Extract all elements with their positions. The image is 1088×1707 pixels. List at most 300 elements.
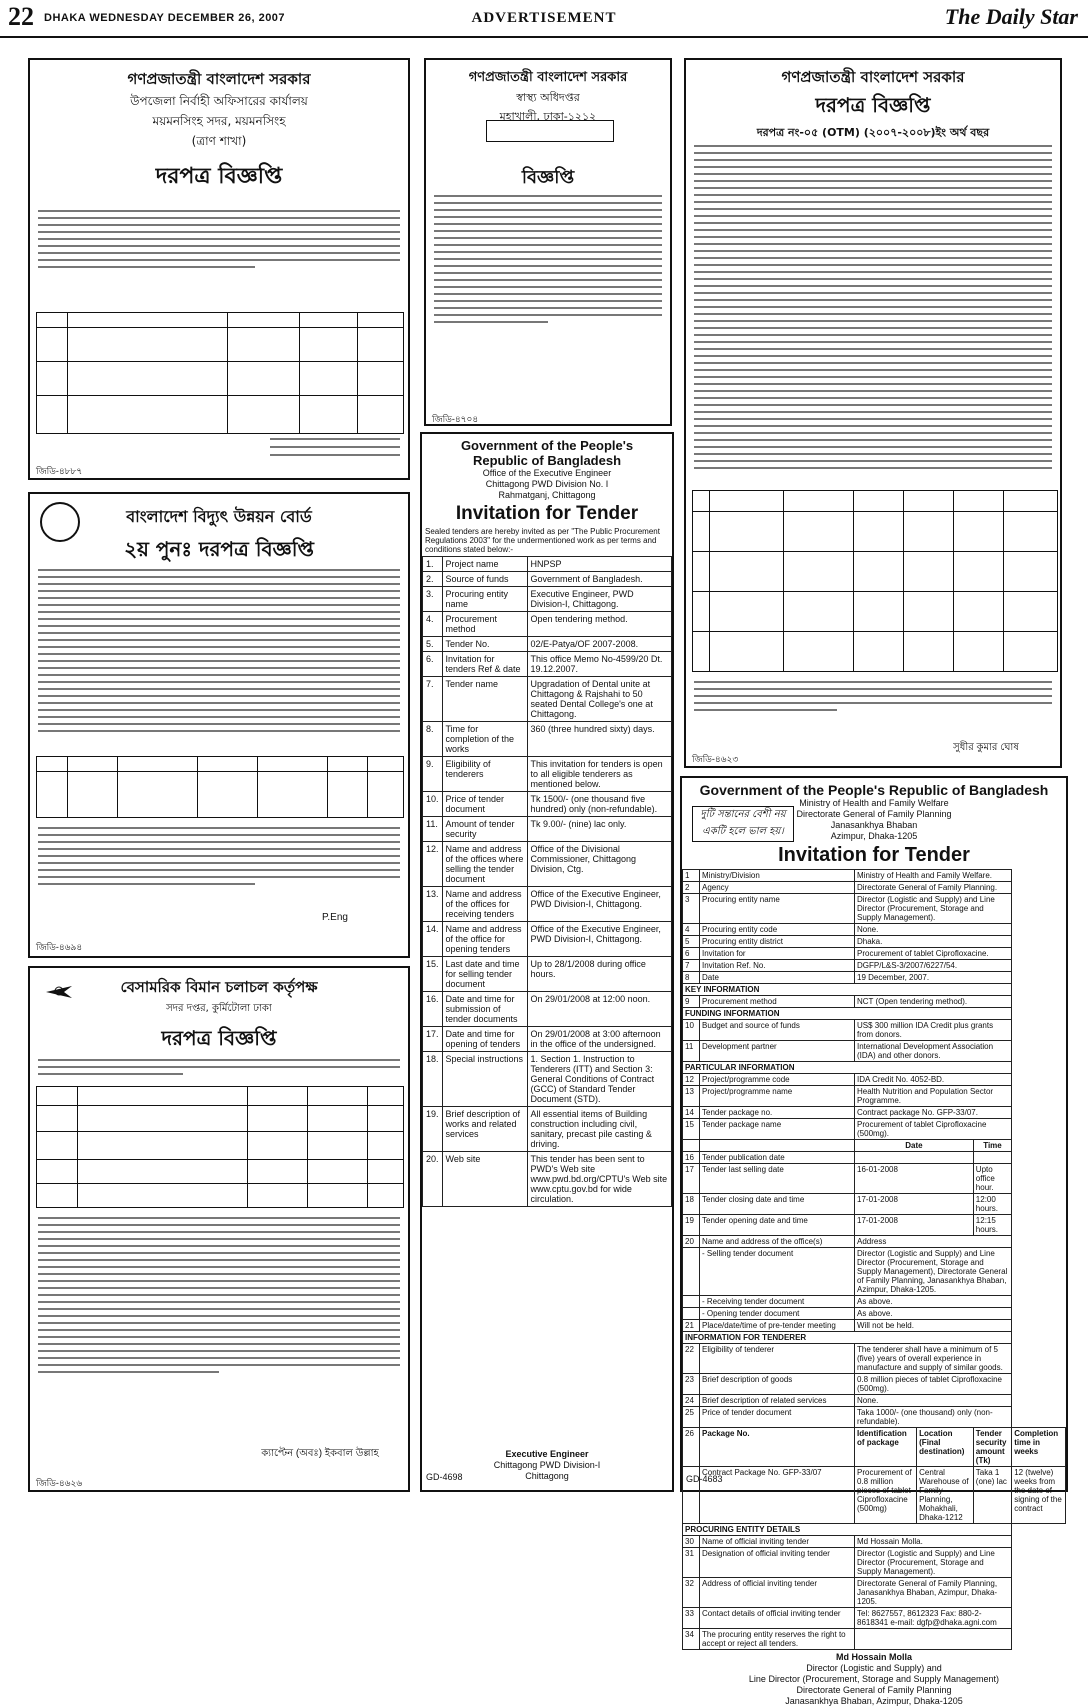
ad3-code: জিডি-৪৬২৩ [692, 754, 739, 764]
row-label: Date [700, 972, 855, 984]
ad4-table [36, 756, 404, 818]
row-value: Director (Logistic and Supply) and Line Director (Procurement, Storage and Supply Management), Directorate General of Family Planning, Janasankhya Bhaban, Azimpur, Dhaka-1205. [855, 1248, 1012, 1296]
row-value: This invitation for tenders is open to all eligible tenderers as mentioned below. [527, 757, 671, 792]
row-value: Director (Logistic and Supply) and Line Director (Procurement, Storage and Supply Management). [855, 1548, 1012, 1578]
row-value: Up to 28/1/2008 during office hours. [527, 957, 671, 992]
row-label: Source of funds [442, 572, 527, 587]
row-number: 22 [683, 1344, 700, 1374]
package-row [683, 1467, 1066, 1524]
row-value: Tk 9.00/- (nine) lac only. [527, 817, 671, 842]
ad6-title: বেসামরিক বিমান চলাচল কর্তৃপক্ষ [120, 978, 318, 996]
row-value: International Development Association (IDA) and other donors. [855, 1041, 1012, 1062]
row-label: Name and address of the offices where selling the tender document [442, 842, 527, 887]
ad1-code: জিডি-৪৮৮৭ [36, 466, 83, 476]
table-row [423, 557, 672, 572]
date-line: DHAKA WEDNESDAY DECEMBER 26, 2007 [44, 12, 286, 24]
row-number: 2 [683, 882, 700, 894]
package-cell: Procurement of 0.8 million pieces of tablet Ciprofloxacine (500mg) [855, 1467, 917, 1524]
table-row [683, 1140, 1066, 1152]
table-row [423, 652, 672, 677]
row-number: 8 [683, 972, 700, 984]
row-label: Invitation for tenders Ref & date [442, 652, 527, 677]
row-label: Tender opening date and time [700, 1215, 855, 1236]
row-number: 11. [423, 817, 443, 842]
row-number: 24 [683, 1395, 700, 1407]
table-row [683, 1086, 1066, 1107]
ad7-ministry: Ministry of Health and Family Welfare [799, 798, 949, 808]
row-label: Date and time for opening of tenders [442, 1027, 527, 1052]
package-header-row: 26 Package No. Identification of package Location (Final destination) Tender security amount (Tk) Completion time in weeks [683, 1428, 1066, 1467]
table-row [423, 612, 672, 637]
table-row [423, 587, 672, 612]
row-number: 33 [683, 1608, 700, 1629]
ad4-body-text [38, 564, 400, 737]
page-header [0, 0, 1088, 38]
ad1-sub1: উপজেলা নির্বাহী অফিসারের কার্যালয় [130, 94, 308, 108]
row-number: 14 [683, 1107, 700, 1119]
row-number: 15. [423, 957, 443, 992]
ad5-signer2: Chittagong PWD Division-I [493, 1460, 601, 1470]
table-row [683, 960, 1066, 972]
row-label: Tender package no. [700, 1107, 855, 1119]
row-date: 16-01-2008 [855, 1164, 974, 1194]
row-label: Procuring entity district [700, 936, 855, 948]
row-label: Price of tender document [700, 1407, 855, 1428]
ad3-body-text [694, 140, 1052, 474]
table-row [423, 1152, 672, 1207]
ad1-title: গণপ্রজাতন্ত্রী বাংলাদেশ সরকার [127, 70, 311, 88]
ad7-slogan-box [692, 806, 794, 842]
package-header-cell: Package No. [700, 1428, 855, 1467]
table-row [423, 792, 672, 817]
time-column-header: Time [973, 1140, 1011, 1152]
row-number: 6. [423, 652, 443, 677]
row-value: On 29/01/2008 at 12:00 noon. [527, 992, 671, 1027]
row-value: US$ 300 million IDA Credit plus grants from donors. [855, 1020, 1012, 1041]
row-number: 17. [423, 1027, 443, 1052]
row-value: Office of the Executive Engineer, PWD Division-I, Chittagong. [527, 922, 671, 957]
ad1-table [36, 312, 404, 434]
ad4-heading: ২য় পুনঃ দরপত্র বিজ্ঞপ্তি [124, 537, 314, 561]
pdb-logo-icon [40, 502, 80, 542]
table-row [683, 1074, 1066, 1086]
table-row [423, 757, 672, 792]
row-date: 17-01-2008 [855, 1194, 974, 1215]
ad7-signer1: Md Hossain Molla [835, 1652, 912, 1662]
table-row [683, 1107, 1066, 1119]
row-label: - Opening tender document [700, 1308, 855, 1320]
row-label: Project/programme name [700, 1086, 855, 1107]
row-number: 5. [423, 637, 443, 652]
row-number: 20. [423, 1152, 443, 1207]
row-label: Amount of tender security [442, 817, 527, 842]
package-cell: 12 (twelve) weeks from the date of signing of the contract [1012, 1467, 1066, 1524]
row-number: 1 [683, 870, 700, 882]
section-row [683, 1062, 1066, 1074]
page-number: 22 [8, 2, 34, 31]
ad1-sub3: (ত্রাণ শাখা) [191, 134, 247, 148]
row-number: 34 [683, 1629, 700, 1650]
row-number: 20 [683, 1236, 700, 1248]
table-row [423, 1052, 672, 1107]
row-number: 5 [683, 936, 700, 948]
row-number: 7. [423, 677, 443, 722]
ad4-title: বাংলাদেশ বিদ্যুৎ উন্নয়ন বোর্ড [126, 507, 312, 526]
table-row [683, 936, 1066, 948]
row-number: 9. [423, 757, 443, 792]
row-value: Procurement of tablet Ciprofloxacine. [855, 948, 1012, 960]
table-row [423, 957, 672, 992]
row-label: Procuring entity name [700, 894, 855, 924]
row-value: Health Nutrition and Population Sector Programme. [855, 1086, 1012, 1107]
section-row [683, 1008, 1066, 1020]
row-label: Name and address of the offices for receiving tenders [442, 887, 527, 922]
ad7-code: GD-4683 [686, 1474, 723, 1484]
ad-dgfp-tender [680, 776, 1068, 1706]
row-label: Invitation Ref. No. [700, 960, 855, 972]
row-label: Tender name [442, 677, 527, 722]
row-label: Project name [442, 557, 527, 572]
ad6-signer: ক্যাপ্টেন (অবঃ) ইকবাল উল্লাহ [261, 1448, 379, 1459]
row-value: Directorate General of Family Planning, Janasankhya Bhaban, Azimpur, Dhaka-1205. [855, 1578, 1012, 1608]
table-row [683, 1020, 1066, 1041]
table-row [683, 1164, 1066, 1194]
row-number: 13 [683, 1086, 700, 1107]
row-value: Government of Bangladesh. [527, 572, 671, 587]
row-number: 13. [423, 887, 443, 922]
section-heading: PARTICULAR INFORMATION [683, 1062, 1012, 1074]
row-number: 6 [683, 948, 700, 960]
row-label: Brief description of goods [700, 1374, 855, 1395]
row-label: Address of official inviting tender [700, 1578, 855, 1608]
ad-pdb-tender [28, 492, 410, 958]
row-value: This tender has been sent to PWD's Web site www.pwd.bd.org/CPTU's Web site www.cptu.gov.bd for wide circulation. [527, 1152, 671, 1207]
row-label: Name of official inviting tender [700, 1536, 855, 1548]
ad5-table [422, 556, 672, 1207]
row-value: Will not be held. [855, 1320, 1012, 1332]
ad-health-notice [424, 58, 672, 426]
row-value: The tenderer shall have a minimum of 5 (five) years of overall experience in manufacture and supply of similar goods. [855, 1344, 1012, 1374]
table-row [683, 1296, 1066, 1308]
row-value: 0.8 million pieces of tablet Ciprofloxacine (500mg). [855, 1374, 1012, 1395]
ad4-signer: P.Eng [322, 912, 348, 923]
table-row [683, 870, 1066, 882]
table-row [423, 1107, 672, 1152]
row-value: 360 (three hundred sixty) days. [527, 722, 671, 757]
row-value: Dhaka. [855, 936, 1012, 948]
row-label: Development partner [700, 1041, 855, 1062]
row-number: 12 [683, 1074, 700, 1086]
package-header-cell: Identification of package [855, 1428, 917, 1467]
table-row [683, 1119, 1066, 1140]
table-row [423, 887, 672, 922]
row-number: 19 [683, 1215, 700, 1236]
package-header-cell: Location (Final destination) [917, 1428, 974, 1467]
row-label: The procuring entity reserves the right to accept or reject all tenders. [700, 1629, 855, 1650]
row-value: HNPSP [527, 557, 671, 572]
row-label: Name and address of the office for opening tenders [442, 922, 527, 957]
row-number: 14. [423, 922, 443, 957]
ad2-title: গণপ্রজাতন্ত্রী বাংলাদেশ সরকার [468, 70, 628, 85]
ad1-heading: দরপত্র বিজ্ঞপ্তি [155, 164, 283, 189]
row-value: Office of the Divisional Commissioner, Chittagong Division, Ctg. [527, 842, 671, 887]
table-row [683, 1395, 1066, 1407]
table-row [683, 1236, 1066, 1248]
row-time: Upto office hour. [973, 1164, 1011, 1194]
table-row [683, 996, 1066, 1008]
ad6-sub: সদর দপ্তর, কুর্মিটোলা ঢাকা [166, 1003, 272, 1014]
ad6-table [36, 1086, 404, 1208]
ad7-slogan1: দুটি সন্তানের বেশী নয় [700, 809, 786, 820]
row-label: Budget and source of funds [700, 1020, 855, 1041]
table-row [423, 817, 672, 842]
row-label: Eligibility of tenderers [442, 757, 527, 792]
row-value: As above. [855, 1308, 1012, 1320]
ad3-table [692, 490, 1058, 672]
row-label: Procuring entity name [442, 587, 527, 612]
table-row [683, 924, 1066, 936]
row-value: Directorate General of Family Planning. [855, 882, 1012, 894]
row-time [973, 1152, 1011, 1164]
table-row [423, 842, 672, 887]
package-cell: Taka 1 (one) lac [973, 1467, 1011, 1524]
table-row [683, 1041, 1066, 1062]
row-label: Price of tender document [442, 792, 527, 817]
table-row [683, 1320, 1066, 1332]
row-number: 18. [423, 1052, 443, 1107]
row-value: IDA Credit No. 4052-BD. [855, 1074, 1012, 1086]
row-number: 4 [683, 924, 700, 936]
ad3-title: গণপ্রজাতন্ত্রী বাংলাদেশ সরকার [781, 68, 965, 86]
table-row [423, 572, 672, 587]
table-row [683, 1194, 1066, 1215]
section-row [683, 984, 1066, 996]
row-label: Invitation for [700, 948, 855, 960]
table-row [683, 1248, 1066, 1296]
row-label: - Receiving tender document [700, 1296, 855, 1308]
ad2-heading: বিজ্ঞপ্তি [521, 167, 575, 188]
row-label: Brief description of works and related services [442, 1107, 527, 1152]
row-value: Director (Logistic and Supply) and Line Director (Procurement, Storage and Supply Management). [855, 894, 1012, 924]
ad-otm-tender [684, 58, 1062, 768]
section-row [683, 1524, 1066, 1536]
row-value: As above. [855, 1296, 1012, 1308]
ad5-office3: Rahmatganj, Chittagong [498, 490, 596, 500]
table-row [683, 972, 1066, 984]
row-number: 9 [683, 996, 700, 1008]
ad3-signer: সুধীর কুমার ঘোষ [953, 742, 1019, 753]
row-label: Procurement method [700, 996, 855, 1008]
row-label: Tender last selling date [700, 1164, 855, 1194]
ad7-signer3: Line Director (Procurement, Storage and Supply Management) [748, 1674, 1000, 1684]
row-number: 30 [683, 1536, 700, 1548]
row-label: Brief description of related services [700, 1395, 855, 1407]
row-number: 16 [683, 1152, 700, 1164]
row-value [855, 1629, 1012, 1650]
ad7-signer4: Directorate General of Family Planning [796, 1685, 952, 1695]
ad-upazila-tender [28, 58, 410, 480]
ad5-signer3: Chittagong [525, 1471, 569, 1481]
row-value: 19 December, 2007. [855, 972, 1012, 984]
section-heading: PROCURING ENTITY DETAILS [683, 1524, 1012, 1536]
ad5-intro: Sealed tenders are hereby invited as per "The Public Procurement Regulations 2003" for the undermentioned work as per terms and conditions stated below:- [425, 527, 660, 554]
ad2-code: জিডি-৪৭০৪ [432, 414, 479, 424]
table-row [423, 677, 672, 722]
table-row [423, 637, 672, 652]
table-row [683, 1344, 1066, 1374]
row-number: 21 [683, 1320, 700, 1332]
table-row [683, 882, 1066, 894]
ad7-bhaban: Janasankhya Bhaban [830, 820, 918, 830]
table-row [683, 1374, 1066, 1395]
row-number: 11 [683, 1041, 700, 1062]
ad6-body-text [38, 1212, 400, 1378]
table-row [683, 948, 1066, 960]
row-number: 2. [423, 572, 443, 587]
row-label: Project/programme code [700, 1074, 855, 1086]
table-row [683, 894, 1066, 924]
ad-pwd-tender [420, 432, 674, 1492]
table-row [683, 1215, 1066, 1236]
ad2-sub2: মহাখালী, ঢাকা-১২১২ [499, 110, 597, 123]
row-label: Contact details of official inviting tender [700, 1608, 855, 1629]
ad3-sub: দরপত্র নং-০৫ (OTM) (২০০৭-২০০৮)ইং অর্থ বছর [756, 126, 990, 139]
package-cell: Contract Package No. GFP-33/07 [700, 1467, 855, 1524]
row-value: DGFP/L&S-3/2007/6227/54. [855, 960, 1012, 972]
table-row [423, 922, 672, 957]
table-row [683, 1548, 1066, 1578]
row-number: 18 [683, 1194, 700, 1215]
row-number: 3. [423, 587, 443, 612]
ad6-heading: দরপত্র বিজ্ঞপ্তি [161, 1026, 277, 1050]
table-row [683, 1578, 1066, 1608]
section-heading: KEY INFORMATION [683, 984, 1012, 996]
ad-caab-tender [28, 966, 410, 1492]
row-label: Web site [442, 1152, 527, 1207]
row-value: This office Memo No-4599/20 Dt. 19.12.2007. [527, 652, 671, 677]
date-column-header: Date [855, 1140, 974, 1152]
row-value: Ministry of Health and Family Welfare. [855, 870, 1012, 882]
ad5-code: GD-4698 [426, 1472, 463, 1482]
row-number: 10 [683, 1020, 700, 1041]
row-number: 4. [423, 612, 443, 637]
row-label: Date and time for submission of tender documents [442, 992, 527, 1027]
row-label: Procuring entity code [700, 924, 855, 936]
ad4-code: জিডি-৪৬৯৪ [36, 942, 83, 952]
row-number: 16. [423, 992, 443, 1027]
row-number: 31 [683, 1548, 700, 1578]
section-row [683, 1332, 1066, 1344]
row-number: 10. [423, 792, 443, 817]
row-number: 7 [683, 960, 700, 972]
ad2-sub1: স্বাস্থ্য অধিদপ্তর [516, 91, 580, 104]
row-value: None. [855, 1395, 1012, 1407]
package-header-cell: Tender security amount (Tk) [973, 1428, 1011, 1467]
row-value: Tel: 8627557, 8612323 Fax: 880-2-8618341 e-mail: dgfp@dhaka.agni.com [855, 1608, 1012, 1629]
row-number: 12. [423, 842, 443, 887]
row-value: 02/E-Patya/OF 2007-2008. [527, 637, 671, 652]
row-number: 17 [683, 1164, 700, 1194]
row-label: Designation of official inviting tender [700, 1548, 855, 1578]
row-number: 8. [423, 722, 443, 757]
row-value: Office of the Executive Engineer, PWD Division-I, Chittagong. [527, 887, 671, 922]
newspaper-logo: The Daily Star [944, 4, 1078, 29]
package-header-cell: Completion time in weeks [1012, 1428, 1066, 1467]
row-label: Agency [700, 882, 855, 894]
row-label: Tender publication date [700, 1152, 855, 1164]
ad7-table [682, 869, 1066, 1650]
row-label: Ministry/Division [700, 870, 855, 882]
row-number: 32 [683, 1578, 700, 1608]
ad3-heading: দরপত্র বিজ্ঞপ্তি [815, 93, 931, 117]
row-label: Tender No. [442, 637, 527, 652]
row-number: 3 [683, 894, 700, 924]
row-value: Taka 1000/- (one thousand) only (non-refundable). [855, 1407, 1012, 1428]
table-row [423, 722, 672, 757]
row-number [683, 1248, 700, 1296]
row-number: 19. [423, 1107, 443, 1152]
ad5-office1: Office of the Executive Engineer [482, 468, 612, 478]
row-number: 1. [423, 557, 443, 572]
row-number [683, 1296, 700, 1308]
ad5-signer1: Executive Engineer [505, 1449, 589, 1459]
row-value: Upgradation of Dental unite at Chittagong & Rajshahi to 50 seated Dental College's one at Chittagong. [527, 677, 671, 722]
ad6-code: জিডি-৪৬২৬ [36, 1478, 83, 1488]
row-label: Special instructions [442, 1052, 527, 1107]
row-number: 15 [683, 1119, 700, 1140]
section-title: ADVERTISEMENT [471, 10, 617, 26]
row-number: 23 [683, 1374, 700, 1395]
row-label: Place/date/time of pre-tender meeting [700, 1320, 855, 1332]
ad7-directorate: Directorate General of Family Planning [796, 809, 952, 819]
ad5-office2: Chittagong PWD Division No. I [485, 479, 609, 489]
row-date [855, 1152, 974, 1164]
row-time: 12:00 hours. [973, 1194, 1011, 1215]
ad1-sub2: ময়মনসিংহ সদর, ময়মনসিংহ [152, 114, 286, 128]
table-row [423, 992, 672, 1027]
row-label: Tender closing date and time [700, 1194, 855, 1215]
ad5-title: Government of the People's Republic of Bangladesh [460, 438, 634, 468]
table-row [683, 1308, 1066, 1320]
row-value: Open tendering method. [527, 612, 671, 637]
row-label: - Selling tender document [700, 1248, 855, 1296]
row-label: Name and address of the office(s) [700, 1236, 855, 1248]
table-row [683, 1152, 1066, 1164]
row-label: Tender package name [700, 1119, 855, 1140]
table-row [683, 1629, 1066, 1650]
ad7-address: Azimpur, Dhaka-1205 [830, 831, 918, 841]
ad2-body-text [434, 190, 662, 328]
row-value: All essential items of Building construction including civil, sanitary, precast pile casting & driving. [527, 1107, 671, 1152]
row-value: Executive Engineer, PWD Division-I, Chittagong. [527, 587, 671, 612]
table-row [683, 1608, 1066, 1629]
table-row [683, 1536, 1066, 1548]
package-cell: Central Warehouse of Family Planning, Mohakhali, Dhaka-1212 [917, 1467, 974, 1524]
caab-logo-icon [44, 978, 74, 1004]
row-number [683, 1308, 700, 1320]
table-row [423, 1027, 672, 1052]
row-time: 12:15 hours. [973, 1215, 1011, 1236]
row-value: None. [855, 924, 1012, 936]
ad7-signer5: Janasankhya Bhaban, Azimpur, Dhaka-1205 [785, 1696, 963, 1706]
section-heading: FUNDING INFORMATION [683, 1008, 1012, 1020]
ad1-body-text [38, 205, 400, 273]
row-value: Contract package No. GFP-33/07. [855, 1107, 1012, 1119]
row-value: Address [855, 1236, 1012, 1248]
row-label: Time for completion of the works [442, 722, 527, 757]
ad7-slogan2: একটি হলে ভাল হয়। [702, 826, 784, 837]
row-value: Md Hossain Molla. [855, 1536, 1012, 1548]
